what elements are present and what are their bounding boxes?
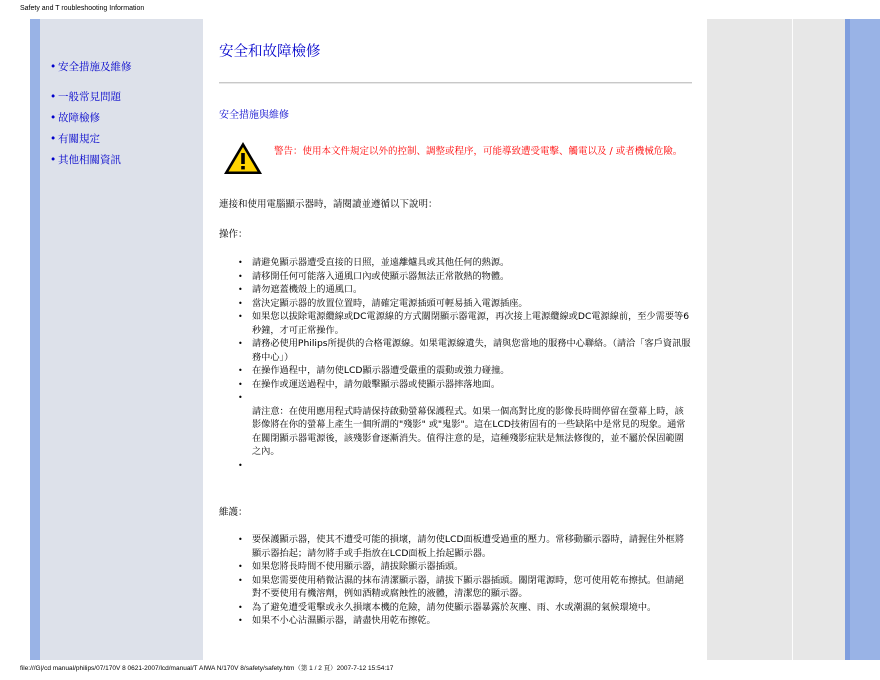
sidebar-item-label: 一般常見問題 bbox=[58, 91, 121, 103]
list-item: • 請避免顯示器遭受直接的日照，並遠離爐具或其他任何的熱源。 bbox=[236, 256, 692, 270]
list-item: • 在操作過程中，請勿使LCD顯示器遭受嚴重的震動或強力碰撞。 bbox=[236, 364, 692, 378]
print-footer: file:///G|/cd manual/philips/07/170V 8 0621-2007/lcd/manual/T AIWA N/170V 8/safety/safety.htm（第 1 / 2 頁）2007-7-12 15:54:17 bbox=[20, 665, 394, 672]
intro-text: 連接和使用電腦顯示器時，請閱讀並遵循以下說明： bbox=[219, 199, 438, 210]
bullet-icon: • bbox=[50, 133, 57, 145]
maintenance-heading: 維護： bbox=[219, 507, 248, 518]
sidebar-item-safety[interactable] bbox=[50, 60, 132, 81]
list-item: • 在操作或運送過程中，請勿敲擊顯示器或使顯示器摔落地面。 bbox=[236, 378, 692, 392]
sidebar-item-regulatory[interactable] bbox=[50, 132, 132, 153]
warning-text: 警告：使用本文件規定以外的控制、調整或程序，可能導致遭受電擊、觸電以及 / 或者機械危險。 bbox=[274, 146, 683, 157]
sidebar-nav bbox=[50, 60, 132, 174]
accent-edge bbox=[845, 19, 850, 660]
list-item bbox=[236, 459, 692, 473]
list-item: • 如果您需要使用稍微沾濕的抹布清潔顯示器，請拔下顯示器插頭。關閉電源時，您可使用乾布擦拭。但請絕對不要使用有機溶劑，例如酒精或腐蝕性的液體，清潔您的顯示器。 bbox=[236, 574, 692, 601]
list-item: • 請勿遮蓋機殼上的通風口。 bbox=[236, 283, 692, 297]
bullet-icon: • bbox=[50, 61, 57, 73]
list-item: • 請務必使用Philips所提供的合格電源線。如果電源線遺失，請與您當地的服務中心聯絡。（請洽「客戶資訊服務中心」） bbox=[236, 337, 692, 364]
sidebar-item-label: 故障檢修 bbox=[58, 112, 100, 124]
list-item: • 為了避免遭受電擊或永久損壞本機的危險，請勿使顯示器暴露於灰塵、雨、水或潮濕的氣候環境中。 bbox=[236, 601, 692, 615]
list-item bbox=[236, 391, 692, 405]
right-gray-column bbox=[707, 19, 845, 660]
operation-heading: 操作： bbox=[219, 229, 248, 240]
bullet-icon: • bbox=[50, 154, 57, 166]
right-accent-bar bbox=[845, 19, 880, 660]
sidebar-item-label: 有關規定 bbox=[58, 133, 100, 145]
list-item: • 要保護顯示器，使其不遭受可能的損壞，請勿使LCD面板遭受過重的壓力。常移動顯示器時，請握住外框將顯示器抬起；請勿將手或手指放在LCD面板上抬起顯示器。 bbox=[236, 533, 692, 560]
list-item: • 當決定顯示器的放置位置時，請確定電源插頭可輕易插入電源插座。 bbox=[236, 297, 692, 311]
page-title: 安全和故障檢修 bbox=[219, 44, 321, 60]
left-accent-bar bbox=[30, 19, 40, 660]
bullet-icon: • bbox=[50, 112, 57, 124]
sidebar-item-other-info[interactable] bbox=[50, 153, 132, 174]
list-item: • 如果您將長時間不使用顯示器，請拔除顯示器插頭。 bbox=[236, 560, 692, 574]
sidebar-item-faq[interactable] bbox=[50, 90, 132, 111]
list-item: • 請移開任何可能落入通風口內或使顯示器無法正常散熱的物體。 bbox=[236, 270, 692, 284]
maintenance-list bbox=[236, 533, 692, 628]
print-header: Safety and T roubleshooting Information bbox=[20, 5, 145, 12]
screen-saver-note: 請注意：在使用應用程式時請保持啟動螢幕保護程式。如果一個高對比度的影像長時間停留在螢幕上時，該影像將在你的螢幕上產生一個所謂的"殘影" 或"鬼影"。這在LCD技術固有的一些缺陷中是常見的現象。通常在關閉顯示器電源後，該殘影會逐漸消失。值得注意的是，這種殘影症狀是無法修復的，並不屬於保固範圍之內。 bbox=[252, 405, 686, 457]
sidebar-item-troubleshooting[interactable] bbox=[50, 111, 132, 132]
operation-list bbox=[236, 256, 692, 472]
sidebar-item-label: 其他相關資訊 bbox=[58, 154, 121, 166]
bullet-icon: • bbox=[50, 91, 57, 103]
list-item: • 如果不小心沾濕顯示器，請盡快用乾布擦乾。 bbox=[236, 614, 692, 628]
title-divider bbox=[219, 82, 692, 84]
column-divider bbox=[792, 19, 793, 660]
list-item: • 如果您以拔除電源纜線或DC電源線的方式關閉顯示器電源，再次接上電源纜線或DC電源線前，至少需要等6秒鐘，才可正常操作。 bbox=[236, 310, 692, 337]
sidebar-item-label: 安全措施及維修 bbox=[58, 61, 132, 73]
warning-triangle-icon bbox=[222, 140, 264, 176]
section-subtitle: 安全措施與維修 bbox=[219, 110, 289, 121]
